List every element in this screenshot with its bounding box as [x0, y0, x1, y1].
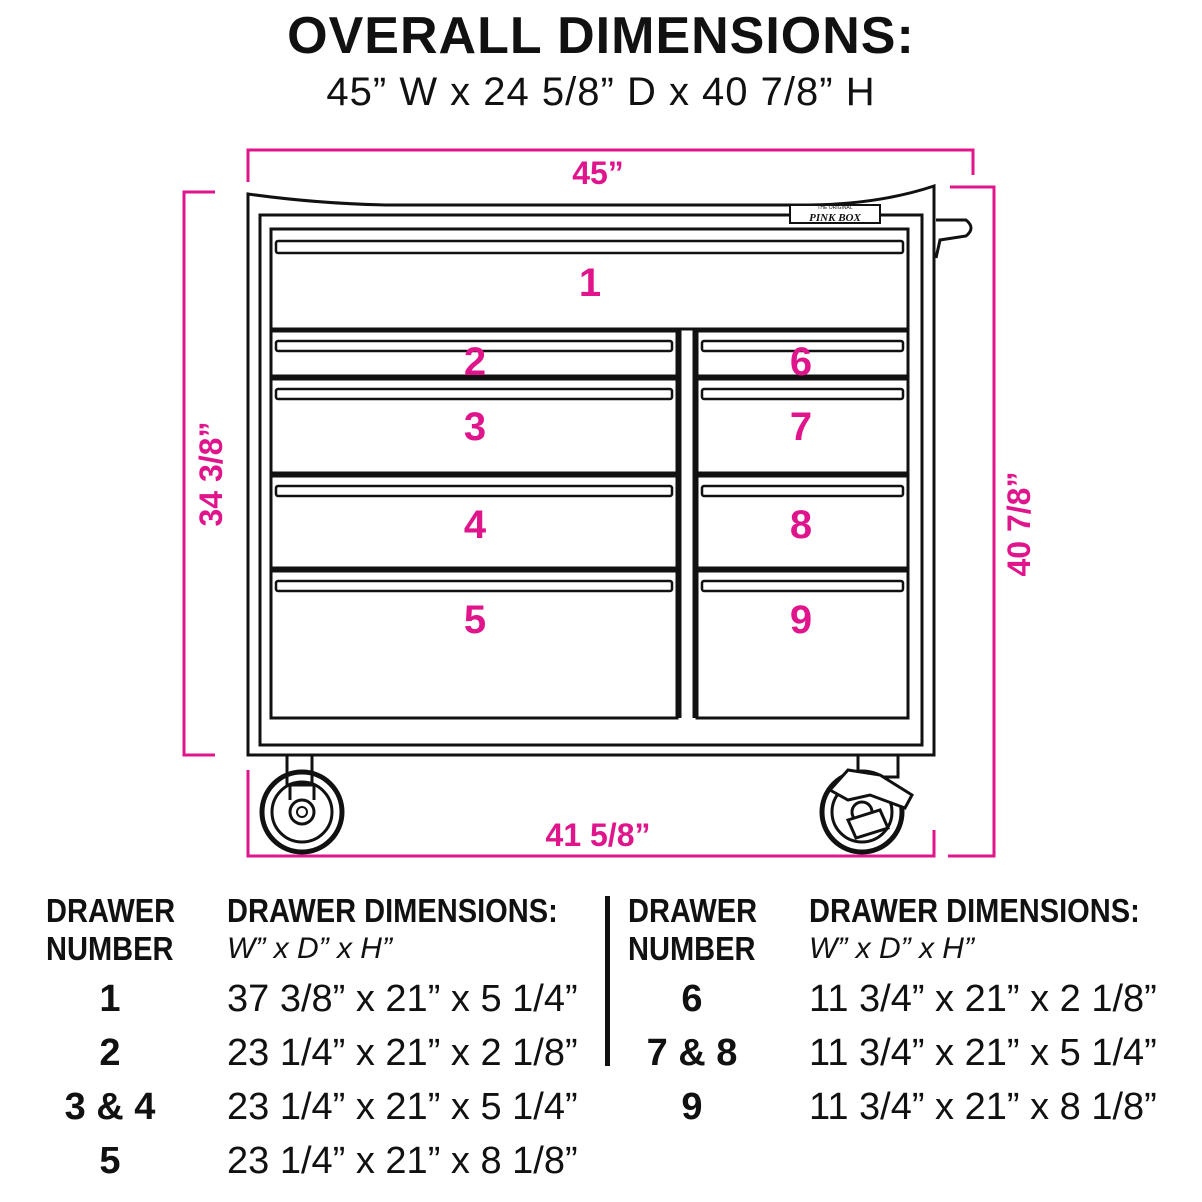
drawer-number-4: 4	[463, 503, 487, 547]
drawer-number-9: 9	[789, 598, 813, 642]
left-row-1-dims: 37 3/8” x 21” x 5 1/4”	[227, 978, 578, 1020]
drawer-number-5: 5	[463, 598, 487, 642]
drawer-number-1: 1	[578, 261, 602, 305]
right-row-1-dims: 11 3/4” x 21” x 2 1/8”	[809, 978, 1157, 1020]
table-divider	[605, 896, 610, 1066]
drawer-number-3: 3	[463, 405, 487, 449]
right-row-2-dims: 11 3/4” x 21” x 5 1/4”	[809, 1032, 1157, 1074]
drawer-number-6: 6	[789, 340, 813, 384]
left-caster	[262, 755, 342, 852]
brand-small-text: THE ORIGINAL	[817, 205, 853, 211]
base-width-label: 41 5/8”	[545, 817, 651, 853]
right-dims-subheader: W” x D” x H”	[809, 932, 974, 965]
left-row-3-number: 3 & 4	[64, 1086, 156, 1128]
left-number-header-1: DRAWER	[46, 892, 176, 929]
overall-dimensions: 45” W x 24 5/8” D x 40 7/8” H	[326, 70, 876, 114]
side-handle	[936, 220, 971, 258]
drawer-number-8: 8	[789, 503, 813, 547]
right-row-2-number: 7 & 8	[646, 1032, 738, 1074]
right-number-header-1: DRAWER	[628, 892, 758, 929]
right-dims-header: DRAWER DIMENSIONS:	[809, 892, 1140, 929]
left-row-2-dims: 23 1/4” x 21” x 2 1/8”	[227, 1032, 578, 1074]
left-row-4-dims: 23 1/4” x 21” x 8 1/8”	[227, 1140, 578, 1182]
body-height-label: 34 3/8”	[193, 421, 229, 527]
right-row-3-dims: 11 3/4” x 21” x 8 1/8”	[809, 1086, 1157, 1128]
left-dims-header: DRAWER DIMENSIONS:	[227, 892, 558, 929]
left-row-4-number: 5	[99, 1140, 121, 1182]
right-row-3-number: 9	[681, 1086, 703, 1128]
left-row-1-number: 1	[99, 978, 121, 1020]
total-height-label: 40 7/8”	[1001, 471, 1037, 577]
width-label: 45”	[572, 155, 624, 191]
dimension-lines	[184, 150, 994, 856]
left-row-2-number: 2	[99, 1032, 121, 1074]
drawer-number-7: 7	[789, 405, 813, 449]
right-caster	[822, 755, 912, 852]
brand-text: PINK BOX	[809, 212, 861, 224]
brand-badge	[790, 205, 880, 224]
left-row-3-dims: 23 1/4” x 21” x 5 1/4”	[227, 1086, 578, 1128]
right-number-header-2: NUMBER	[628, 930, 756, 967]
left-dims-subheader: W” x D” x H”	[227, 932, 392, 965]
drawer-number-2: 2	[463, 340, 487, 384]
right-row-1-number: 6	[681, 978, 703, 1020]
page-title: OVERALL DIMENSIONS:	[287, 7, 915, 65]
left-number-header-2: NUMBER	[46, 930, 174, 967]
